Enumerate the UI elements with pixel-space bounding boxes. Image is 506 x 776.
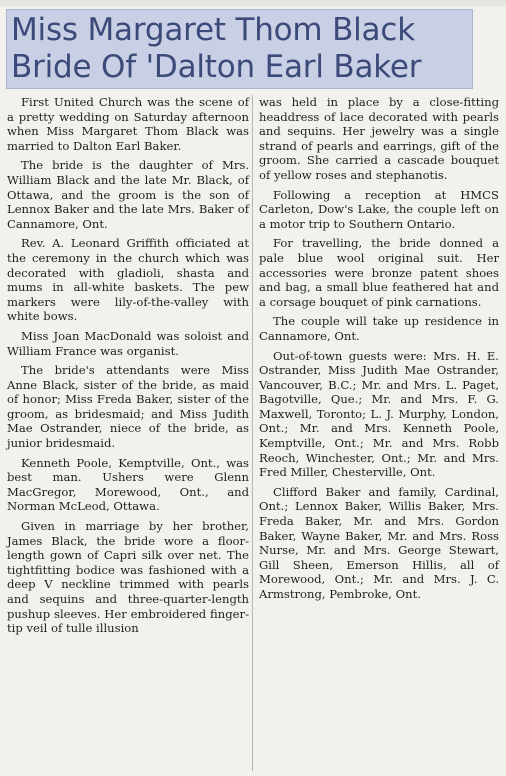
paragraph: The bride is the daughter of Mrs. William Black and the late Mr. Black, of Ottawa, and the groom is the son of Lennox Baker and the late Mrs. Baker of Cannamore, Ont. [7, 158, 249, 231]
paragraph: Out-of-town guests were: Mrs. H. E. Ostrander, Miss Judith Mae Ostrander, Vancouver, B.C.; Mr. and Mrs. L. Paget, Bagotville, Que.; Mr. and Mrs. F. G. Maxwell, Toronto; L. J. Murphy, London, Ont.; Mr. and Mrs. Kenneth Poole, Kemptville, Ont.; Mr. and Mrs. Robb Reoch, Winchester, Ont.; Mr. and Mrs. Fred Miller, Chesterville, Ont. [259, 348, 499, 480]
headline-line-2: Bride Of 'Dalton Earl Baker [11, 49, 422, 85]
paragraph: The bride's attendants were Miss Anne Black, sister of the bride, as maid of honor; Miss Freda Baker, sister of the groom, as bridesmaid; and Miss Judith Mae Ostrander, niece of the bride, as junior bridesmaid. [7, 363, 249, 451]
paragraph: Rev. A. Leonard Griffith officiated at the ceremony in the church which was decorated with gladioli, shasta and mums in all-white baskets. The pew markers were lily-of-the-valley with white bows. [7, 236, 249, 324]
article-column-right [259, 95, 499, 607]
paragraph: First United Church was the scene of a pretty wedding on Saturday afternoon when Miss Margaret Thom Black was married to Dalton Earl Baker. [7, 95, 249, 153]
paragraph: The couple will take up residence in Cannamore, Ont. [259, 314, 499, 343]
paragraph: For travelling, the bride donned a pale blue wool original suit. Her accessories were bronze patent shoes and bag, a small blue feathered hat and a corsage bouquet of pink carnations. [259, 236, 499, 309]
page-top-edge [0, 0, 506, 6]
paragraph: Miss Joan MacDonald was soloist and William France was organist. [7, 328, 249, 358]
paragraph: Given in marriage by her brother, James Black, the bride wore a floor-length gown of Capri silk over net. The tightfitting bodice was fashioned with a deep V neckline trimmed with pearls and sequins and three-quarter-length pushup sleeves. Her embroidered finger-tip veil of tulle illusion [7, 519, 249, 636]
column-divider [252, 95, 253, 771]
headline-line-1: Miss Margaret Thom Black [11, 12, 415, 48]
paragraph: was held in place by a close-fitting headdress of lace decorated with pearls and sequins. Her jewelry was a single strand of pearls and earrings, gift of the groom. She carried a cascade bouquet of yellow roses and stephanotis. [259, 95, 499, 182]
paragraph: Clifford Baker and family, Cardinal, Ont.; Lennox Baker, Willis Baker, Mrs. Freda Baker, Mr. and Mrs. Gordon Baker, Wayne Baker, Mr. and Mrs. Ross Nurse, Mr. and Mrs. George Stewart, Gill Sheen, Emerson Hillis, all of Morewood, Ont.; Mr. and Mrs. J. C. Armstrong, Pembroke, Ont. [259, 484, 499, 601]
article-column-left [7, 95, 249, 641]
article-headline [6, 9, 473, 89]
paragraph: Kenneth Poole, Kemptville, Ont., was best man. Ushers were Glenn MacGregor, Morewood, Ont., and Norman McLeod, Ottawa. [7, 455, 249, 514]
paragraph: Following a reception at HMCS Carleton, Dow's Lake, the couple left on a motor trip to Southern Ontario. [259, 187, 499, 231]
